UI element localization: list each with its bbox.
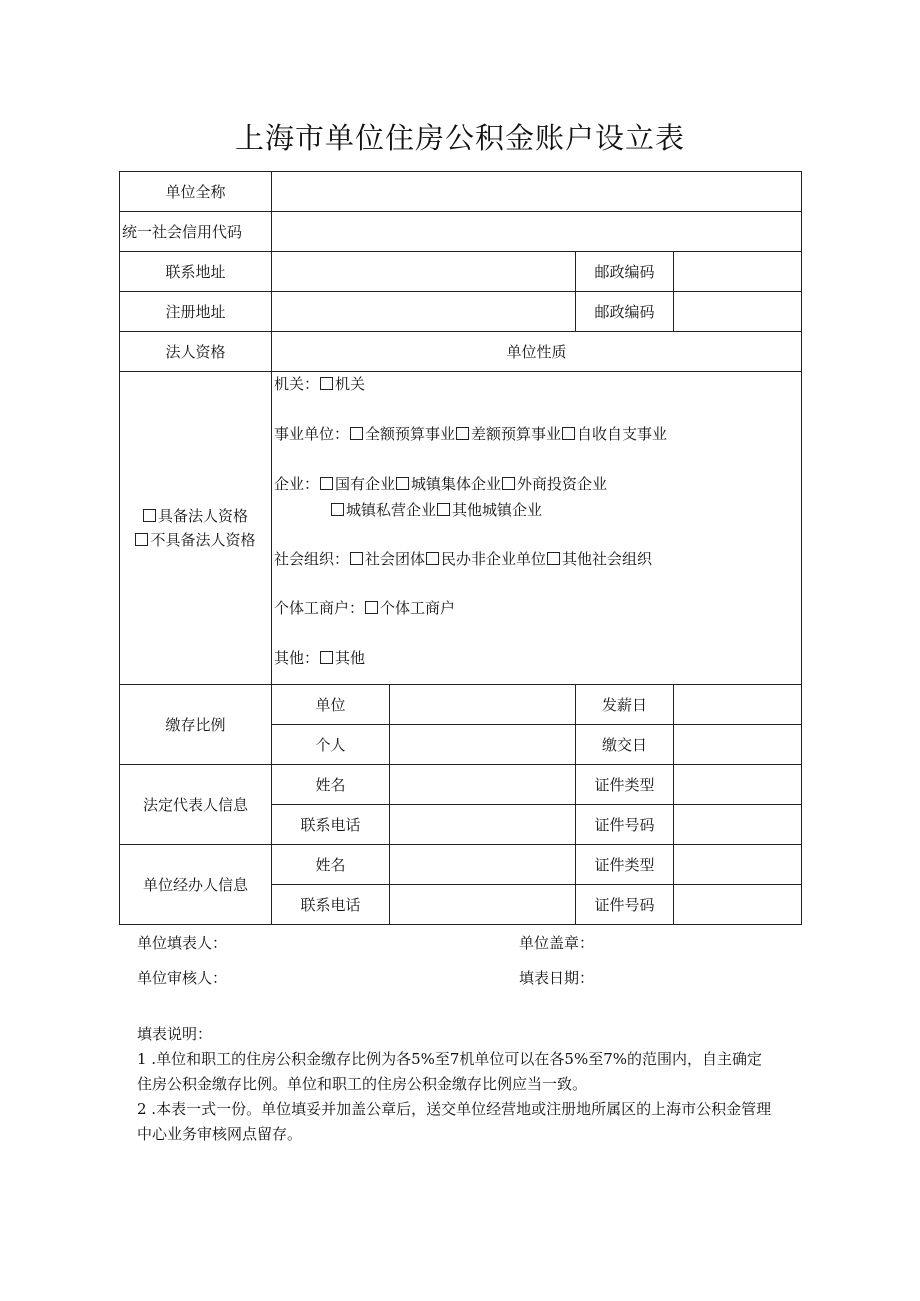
contribution-unit-label: 单位 (272, 685, 390, 725)
handler-phone-field[interactable] (390, 885, 576, 925)
legal-rep-id-number-label: 证件号码 (576, 805, 674, 845)
handler-id-type-field[interactable] (674, 845, 802, 885)
registered-address-field[interactable] (272, 292, 576, 332)
contact-address-label: 联系地址 (120, 252, 272, 292)
contribution-personal-field[interactable] (390, 725, 576, 765)
checkbox-icon[interactable] (547, 552, 560, 565)
checkbox-icon[interactable] (502, 477, 515, 490)
payday-field[interactable] (674, 685, 802, 725)
unit-name-field[interactable] (272, 172, 802, 212)
handler-phone-label: 联系电话 (272, 885, 390, 925)
credit-code-field[interactable] (272, 212, 802, 252)
nature-shehui: 社会组织： 社会团体 民办非企业单位 其他社会组织 (274, 550, 653, 568)
postal-code-label-1: 邮政编码 (576, 252, 674, 292)
unit-nature-label: 单位性质 (272, 332, 802, 372)
nature-qiye: 企业： 国有企业 城镇集体企业 外商投资企业 (274, 475, 608, 493)
legal-rep-id-type-label: 证件类型 (576, 765, 674, 805)
handler-label: 单位经办人信息 (120, 845, 272, 925)
contribution-personal-label: 个人 (272, 725, 390, 765)
credit-code-label: 统一社会信用代码 (120, 212, 272, 252)
qualification-options (120, 372, 272, 685)
checkbox-icon[interactable] (143, 509, 156, 522)
legal-rep-phone-label: 联系电话 (272, 805, 390, 845)
payday-label: 发薪日 (576, 685, 674, 725)
handler-id-number-field[interactable] (674, 885, 802, 925)
option-no-qualification[interactable]: 不具备法人资格 (120, 528, 271, 552)
footer-reviewer: 单位审核人： (137, 969, 228, 987)
postal-code-field-1[interactable] (674, 252, 802, 292)
footer-seal: 单位盖章： (519, 934, 595, 952)
checkbox-icon[interactable] (350, 552, 363, 565)
checkbox-icon[interactable] (396, 477, 409, 490)
handler-id-type-label: 证件类型 (576, 845, 674, 885)
postal-code-label-2: 邮政编码 (576, 292, 674, 332)
legal-rep-name-label: 姓名 (272, 765, 390, 805)
instruction-1-line-2: 住房公积金缴存比例。单位和职工的住房公积金缴存比例应当一致。 (137, 1075, 588, 1093)
footer-date: 填表日期： (519, 969, 595, 987)
paydate-field[interactable] (674, 725, 802, 765)
contact-address-field[interactable] (272, 252, 576, 292)
instructions (137, 1022, 807, 1147)
legal-qualification-label: 法人资格 (120, 332, 272, 372)
legal-rep-id-type-field[interactable] (674, 765, 802, 805)
checkbox-icon[interactable] (426, 552, 439, 565)
contribution-label: 缴存比例 (120, 685, 272, 765)
registered-address-label: 注册地址 (120, 292, 272, 332)
instruction-1-line-1: 1 .单位和职工的住房公积金缴存比例为各5%至7机单位可以在各5%至7%的范围内，自主确定 (137, 1050, 763, 1068)
handler-id-number-label: 证件号码 (576, 885, 674, 925)
nature-jiguan: 机关： 机关 (274, 375, 366, 393)
checkbox-icon[interactable] (456, 427, 469, 440)
postal-code-field-2[interactable] (674, 292, 802, 332)
checkbox-icon[interactable] (320, 477, 333, 490)
checkbox-icon[interactable] (350, 427, 363, 440)
option-has-qualification[interactable]: 具备法人资格 (120, 504, 271, 528)
legal-rep-id-number-field[interactable] (674, 805, 802, 845)
unit-nature-options (272, 372, 802, 685)
unit-name-label: 单位全称 (120, 172, 272, 212)
nature-qiye-2: 城镇私营企业 其他城镇企业 (330, 498, 542, 522)
legal-rep-phone-field[interactable] (390, 805, 576, 845)
checkbox-icon[interactable] (365, 601, 378, 614)
contribution-unit-field[interactable] (390, 685, 576, 725)
checkbox-icon[interactable] (437, 503, 450, 516)
instruction-2-line-2: 中心业务审核网点留存。 (137, 1125, 303, 1143)
checkbox-icon[interactable] (562, 427, 575, 440)
account-setup-form (119, 171, 802, 925)
paydate-label: 缴交日 (576, 725, 674, 765)
checkbox-icon[interactable] (135, 533, 148, 546)
checkbox-icon[interactable] (320, 377, 333, 390)
legal-rep-label: 法定代表人信息 (120, 765, 272, 845)
checkbox-icon[interactable] (331, 503, 344, 516)
nature-geti: 个体工商户： 个体工商户 (274, 599, 456, 617)
handler-name-field[interactable] (390, 845, 576, 885)
footer-filler: 单位填表人： (137, 934, 228, 952)
legal-rep-name-field[interactable] (390, 765, 576, 805)
nature-shiye: 事业单位： 全额预算事业 差额预算事业 自收自支事业 (274, 425, 668, 443)
instruction-2-line-1: 2 .本表一式一份。单位填妥并加盖公章后，送交单位经营地或注册地所属区的上海市公积金管理 (137, 1100, 772, 1118)
checkbox-icon[interactable] (320, 651, 333, 664)
handler-name-label: 姓名 (272, 845, 390, 885)
nature-other: 其他： 其他 (274, 649, 366, 667)
instructions-heading: 填表说明： (137, 1025, 213, 1043)
form-title: 上海市单位住房公积金账户设立表 (234, 121, 685, 155)
